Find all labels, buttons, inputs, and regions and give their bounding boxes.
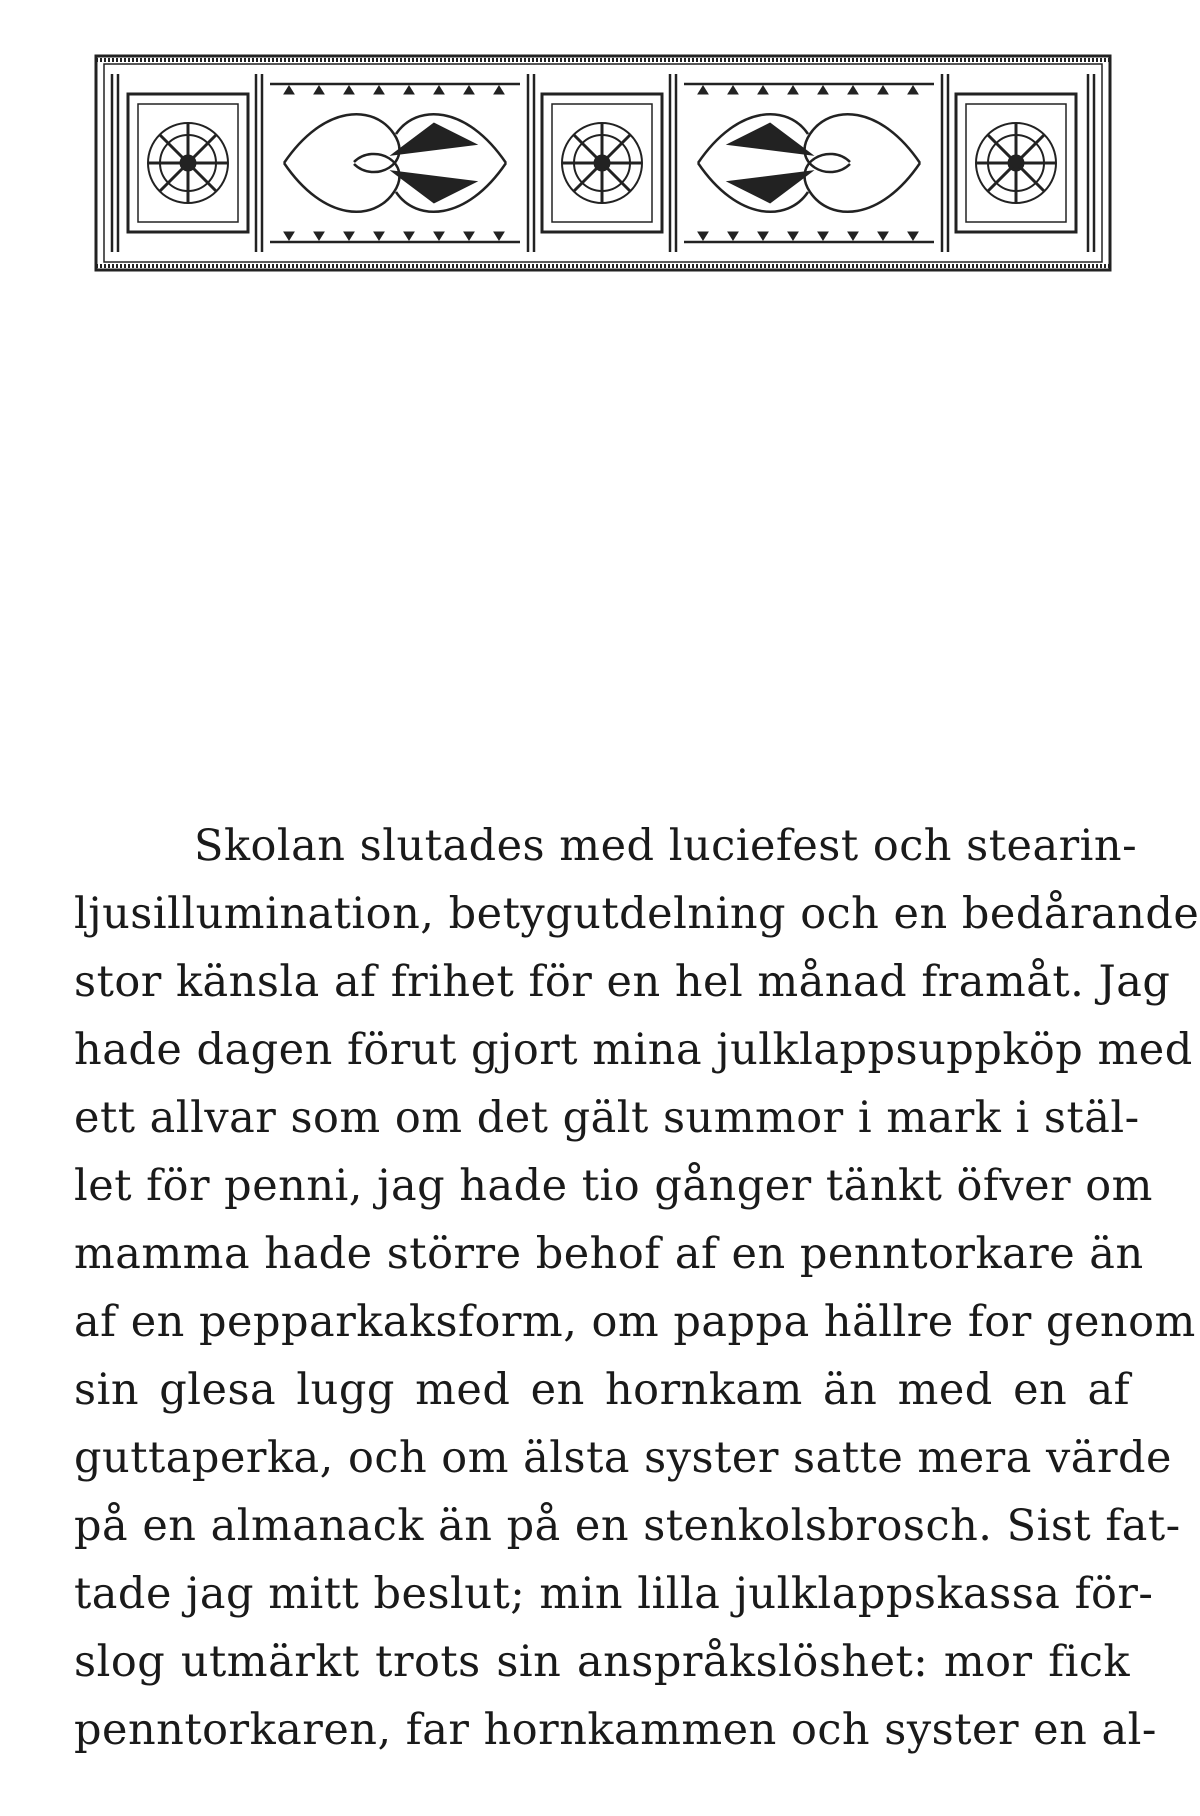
- text-line: let för penni, jag hade tio gånger tänkt öfver om: [74, 1161, 1153, 1211]
- text-line: på en almanack än på en stenkolsbrosch. Sist fat-: [74, 1501, 1181, 1551]
- text-line: ljusillumination, betygutdelning och en bedårande: [74, 889, 1200, 939]
- rosette-panel-center: [542, 94, 662, 232]
- text-line: stor känsla af frihet för en hel månad framåt. Jag: [74, 957, 1171, 1007]
- scroll-panel-right: [684, 84, 934, 242]
- text-line: guttaperka, och om älsta syster satte mera värde: [74, 1433, 1172, 1483]
- text-line: mamma hade större behof af en penntorkare än: [74, 1229, 1144, 1279]
- text-line: slog utmärkt trots sin anspråkslöshet: mor fick: [74, 1637, 1130, 1687]
- text-line: sin glesa lugg med en hornkam än med en af: [74, 1365, 1130, 1415]
- text-line: tade jag mitt beslut; min lilla julklappskassa för-: [74, 1569, 1154, 1619]
- body-text: [74, 812, 1200, 1764]
- text-line: penntorkaren, far hornkammen och syster en al-: [74, 1705, 1157, 1755]
- rosette-panel-left: [128, 94, 248, 232]
- rosette-panel-right: [956, 94, 1076, 232]
- scroll-panel-left: [270, 84, 520, 242]
- text-line: ett allvar som om det gält summor i mark i stäl-: [74, 1093, 1140, 1143]
- text-line: Skolan slutades med luciefest och stearin-: [194, 821, 1138, 871]
- decorative-ornament-band-icon: [94, 54, 1112, 272]
- text-line: af en pepparkaksform, om pappa hällre for genom: [74, 1297, 1196, 1347]
- text-line: hade dagen förut gjort mina julklappsuppköp med: [74, 1025, 1193, 1075]
